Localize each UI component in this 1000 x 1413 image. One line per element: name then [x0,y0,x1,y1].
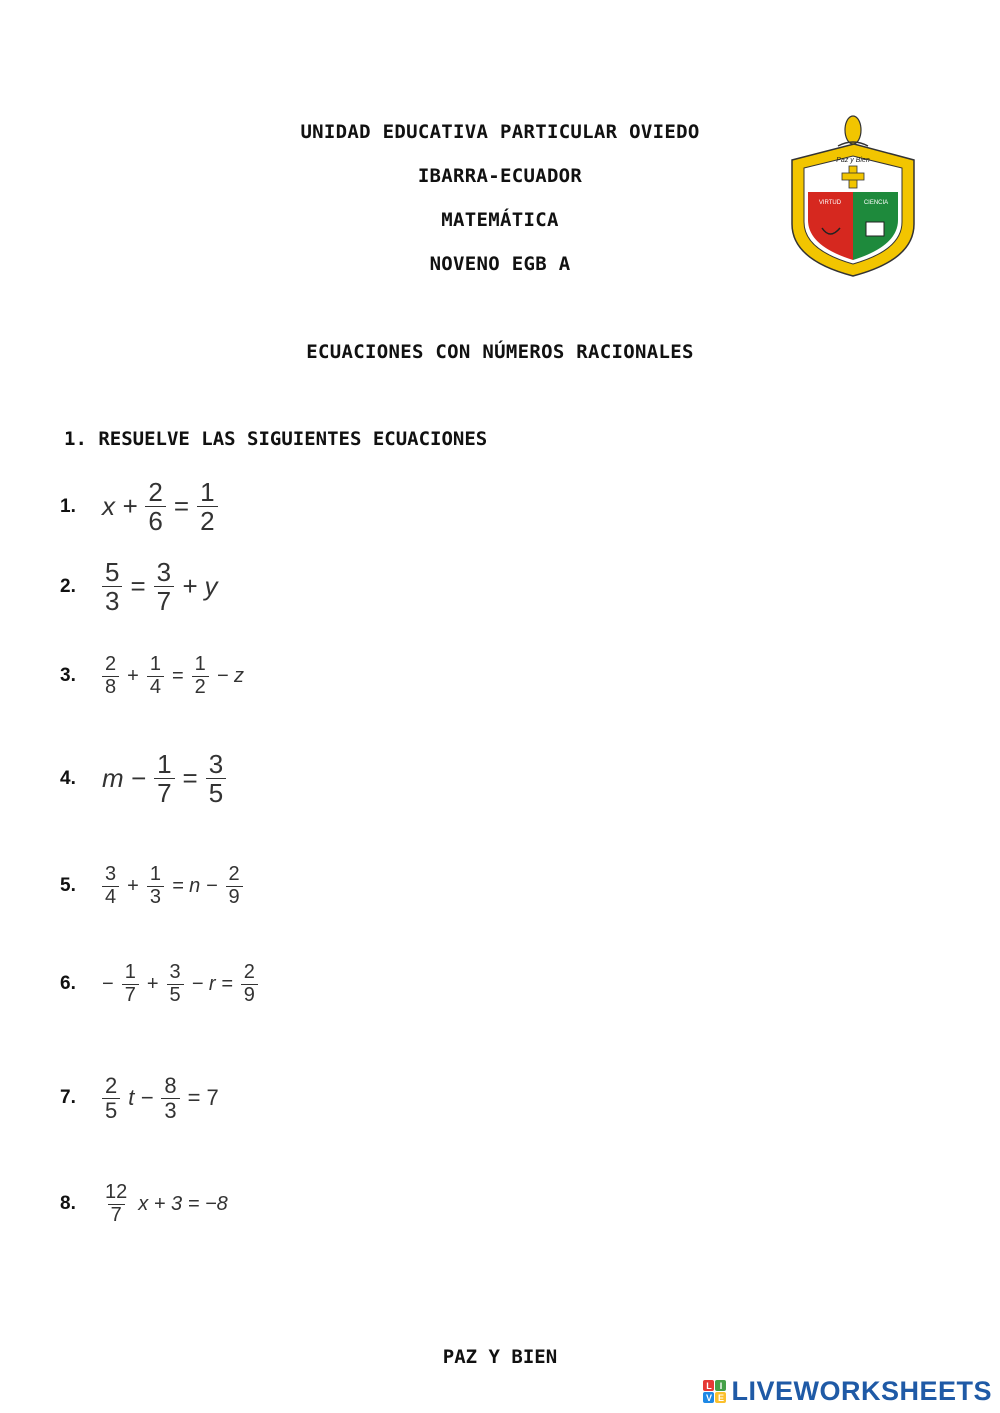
equation-number: 5. [60,875,76,897]
equation-term: = n − [171,874,218,897]
crest-right-word: CIENCIA [863,200,889,206]
worksheet-topic: ECUACIONES CON NÚMEROS RACIONALES [306,341,694,363]
equation-2 [60,558,218,615]
school-crest-logo [786,112,920,280]
fraction: $\frac{3}{4}$ [102,864,119,908]
section-title: 1. RESUELVE LAS SIGUIENTES ECUACIONES [64,428,488,450]
fraction: $\frac{2}{9}$ [226,864,243,908]
equation-expression [102,962,258,1006]
grade: NOVENO EGB A [429,253,571,275]
city: IBARRA-ECUADOR [417,165,583,187]
equation-expression [102,558,218,615]
liveworksheets-watermark [703,1376,992,1407]
equation-expression [102,864,243,908]
equation-number: 7. [60,1087,76,1109]
equation-5 [60,864,243,908]
fraction: $\frac{3}{5}$ [206,750,226,807]
equation-number: 6. [60,973,76,995]
equation-number: 4. [60,767,76,789]
crest-left-word: VIRTUD [818,200,842,206]
equation-1 [60,478,218,535]
equation-4 [60,750,226,807]
fraction: $\frac{2}{5}$ [102,1074,120,1123]
equation-6 [60,962,258,1006]
equation-term: x + 3 = −8 [138,1192,228,1215]
equation-term: x + [102,491,138,522]
fraction: $\frac{3}{5}$ [167,962,184,1006]
equation-term: = [171,664,184,687]
fraction: $\frac{12}{7}$ [105,1181,128,1226]
fraction: $\frac{1}{7}$ [122,962,139,1006]
equation-term: t − [128,1085,154,1111]
footer-motto: PAZ Y BIEN [442,1346,558,1368]
fraction: $\frac{1}{3}$ [147,864,164,908]
fraction: $\frac{1}{7}$ [154,750,174,807]
equation-term: + [146,972,159,995]
equation-term: = 7 [187,1085,219,1111]
equation-term: = [130,571,146,602]
equation-expression [102,478,218,535]
fraction: $\frac{1}{2}$ [197,478,217,535]
fraction: $\frac{5}{3}$ [102,558,122,615]
equation-term: = [173,491,190,522]
fraction: $\frac{2}{8}$ [102,654,119,698]
equation-expression [102,1182,228,1226]
equation-term: + [127,874,139,897]
fraction: $\frac{2}{6}$ [145,478,165,535]
crest-motto: Paz y Bien [836,157,870,164]
subject: MATEMÁTICA [441,209,559,231]
equation-expression [102,1074,219,1123]
equation-expression [102,750,226,807]
equation-term: − z [216,664,244,687]
fraction: $\frac{8}{3}$ [161,1074,179,1123]
school-name: UNIDAD EDUCATIVA PARTICULAR OVIEDO [300,121,700,143]
fraction: $\frac{1}{2}$ [192,654,209,698]
equation-number: 2. [60,575,76,597]
equation-term: − r = [191,972,233,995]
watermark-brand: LIVEWORKSHEETS [731,1376,992,1406]
equation-term: m − [102,763,147,794]
equation-term: + y [182,571,218,602]
equation-number: 1. [60,495,76,517]
equation-term: − [102,972,114,995]
equation-8 [60,1182,228,1226]
equation-number: 3. [60,665,76,687]
equation-term: + [127,664,139,687]
equation-term: = [182,763,198,794]
equation-number: 8. [60,1193,76,1215]
fraction: $\frac{3}{7}$ [154,558,174,615]
equation-expression [102,654,244,698]
equation-7 [60,1074,219,1123]
liveworksheets-logo-icon: L I V E [703,1380,726,1403]
equation-3 [60,654,244,698]
fraction: $\frac{2}{9}$ [241,962,258,1006]
fraction: $\frac{1}{4}$ [147,654,164,698]
